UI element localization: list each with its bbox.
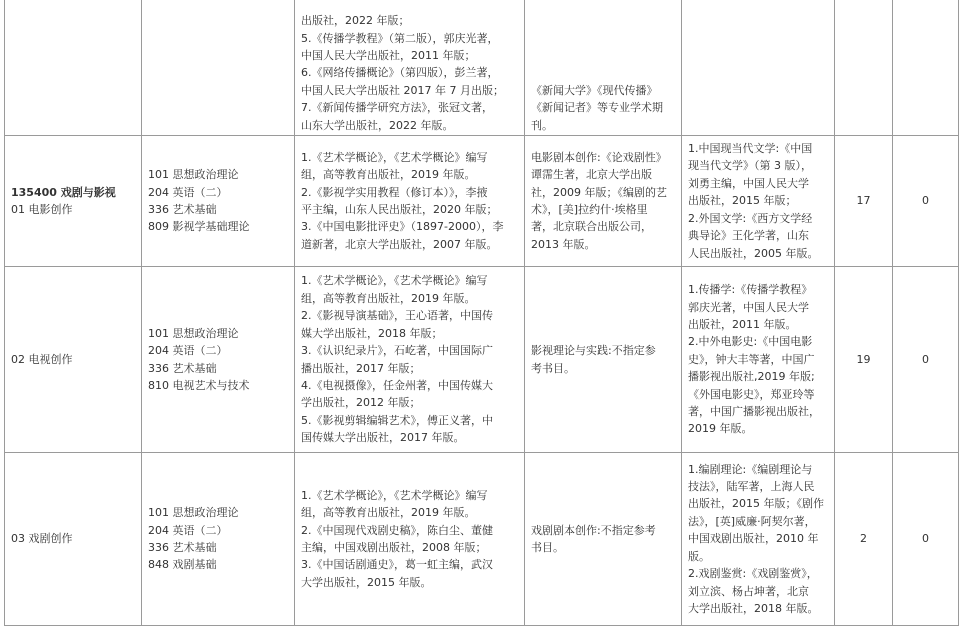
book-line: 1.传播学:《传播学教程》 bbox=[688, 283, 813, 297]
retest-books-cell bbox=[525, 136, 682, 267]
first-exam-books-cell bbox=[295, 453, 525, 626]
enrollment-cell bbox=[835, 267, 893, 453]
table-row bbox=[5, 0, 959, 136]
book-line: 版。 bbox=[688, 549, 710, 563]
book-line: 术》，[美]拉约什·埃格里 bbox=[531, 203, 648, 216]
book-line: 3.《中国话剧通史》，葛一虹主编，武汉 bbox=[301, 558, 493, 572]
book-line: 《外国电影史》，郑亚玲等 bbox=[688, 387, 815, 401]
exempt-cell bbox=[893, 453, 959, 626]
exam-subject: 204 英语（二） bbox=[148, 344, 228, 358]
book-line: 谭霈生著，北京大学出版 bbox=[531, 168, 652, 182]
book-line: 2.《影视导演基础》，王心语著，中国传 bbox=[301, 309, 493, 323]
exam-subject: 204 英语（二） bbox=[148, 185, 228, 199]
major-cell bbox=[5, 453, 142, 626]
enrollment-count: 19 bbox=[856, 352, 871, 366]
book-line: 典导论》王化学著，山东 bbox=[688, 229, 809, 243]
book-line: 4.《电视摄像》，任金州著，中国传媒大 bbox=[301, 378, 493, 392]
book-line: 1.《艺术学概论》，《艺术学概论》编写 bbox=[301, 488, 488, 502]
exam-subjects-cell bbox=[142, 0, 295, 136]
enrollment-cell bbox=[835, 453, 893, 626]
exempt-count: 0 bbox=[922, 194, 929, 208]
book-line: 1.中国现当代文学:《中国 bbox=[688, 142, 813, 156]
book-line: 平主编，山东人民出版社，2020 年版； bbox=[301, 203, 498, 216]
book-line: 2.《中国现代戏剧史稿》，陈白尘、董健 bbox=[301, 523, 493, 537]
major-title: 135400 戏剧与影视 bbox=[11, 185, 116, 199]
equal-level-books-cell bbox=[682, 0, 835, 136]
book-line: 法》，[英]威廉·阿契尔著， bbox=[688, 514, 816, 528]
exam-subjects-cell bbox=[142, 136, 295, 267]
retest-books-cell bbox=[525, 453, 682, 626]
first-exam-books-cell bbox=[295, 267, 525, 453]
enrollment-cell bbox=[835, 0, 893, 136]
retest-books-cell bbox=[525, 0, 682, 136]
book-line: 史》，钟大丰等著，中国广 bbox=[688, 352, 815, 366]
exam-subjects-cell bbox=[142, 453, 295, 626]
exam-subject: 101 思想政治理论 bbox=[148, 168, 239, 182]
book-line: 中国人民大学出版社 2017 年 7 月出版； bbox=[301, 83, 504, 97]
book-line: 出版社，2015 年版；《剧作 bbox=[688, 497, 824, 511]
major-cell bbox=[5, 0, 142, 136]
book-line: 组，高等教育出版社，2019 年版。 bbox=[301, 291, 476, 305]
book-line: 国传媒大学出版社，2017 年版。 bbox=[301, 431, 465, 445]
exam-subject: 101 思想政治理论 bbox=[148, 506, 239, 520]
book-line: 5.《传播学教程》（第二版），郭庆光著， bbox=[301, 31, 499, 45]
first-exam-books-cell bbox=[295, 0, 525, 136]
book-line: 2.戏剧鉴赏:《戏剧鉴赏》， bbox=[688, 567, 818, 581]
enrollment-cell bbox=[835, 136, 893, 267]
book-line: 组，高等教育出版社，2019 年版。 bbox=[301, 506, 476, 520]
exempt-cell bbox=[893, 0, 959, 136]
book-line: 道新著，北京大学出版社，2007 年版。 bbox=[301, 237, 498, 251]
book-line: 人民出版社，2005 年版。 bbox=[688, 246, 819, 260]
book-line: 山东大学出版社，2022 年版。 bbox=[301, 118, 454, 132]
book-line: 大学出版社，2015 年版。 bbox=[301, 575, 432, 589]
book-line: 考书目。 bbox=[531, 361, 575, 375]
equal-level-books-cell bbox=[682, 136, 835, 267]
book-line: 学出版社，2012 年版； bbox=[301, 396, 421, 410]
book-line: 刊。 bbox=[531, 118, 553, 132]
exam-subject: 336 艺术基础 bbox=[148, 203, 217, 216]
book-line: 刘立滨、杨占坤著，北京 bbox=[688, 584, 809, 598]
exam-subject: 336 艺术基础 bbox=[148, 361, 217, 375]
book-line: 6.《网络传播概论》（第四版），彭兰著， bbox=[301, 66, 499, 80]
book-line: 1.编剧理论:《编剧理论与 bbox=[688, 462, 813, 476]
exam-subject: 336 艺术基础 bbox=[148, 541, 217, 554]
exam-subject: 810 电视艺术与技术 bbox=[148, 378, 250, 392]
exempt-cell bbox=[893, 267, 959, 453]
exempt-count: 0 bbox=[922, 352, 929, 366]
first-exam-books-cell bbox=[295, 136, 525, 267]
book-line: 社，2009 年版；《编剧的艺 bbox=[531, 185, 667, 199]
exam-subject: 101 思想政治理论 bbox=[148, 326, 239, 340]
book-line: 戏剧剧本创作:不指定参考 bbox=[531, 523, 656, 537]
book-line: 中国戏剧出版社，2010 年 bbox=[688, 532, 819, 546]
book-line: 组，高等教育出版社，2019 年版。 bbox=[301, 168, 476, 182]
book-line: 刘勇主编，中国人民大学 bbox=[688, 176, 809, 190]
book-line: 1.《艺术学概论》，《艺术学概论》编写 bbox=[301, 274, 488, 288]
book-line: 2.外国文学:《西方文学经 bbox=[688, 211, 813, 225]
book-line: 出版社，2015 年版； bbox=[688, 194, 797, 208]
direction-label: 02 电视创作 bbox=[11, 352, 73, 366]
enrollment-count: 17 bbox=[856, 194, 871, 208]
book-line: 出版社，2011 年版。 bbox=[688, 317, 797, 331]
book-line: 媒大学出版社，2018 年版； bbox=[301, 326, 443, 340]
book-line: 现当代文学》（第 3 版）， bbox=[688, 159, 812, 173]
book-line: 3.《认识纪录片》，石屹著，中国国际广 bbox=[301, 344, 493, 358]
book-line: 《新闻大学》《现代传播》 bbox=[531, 83, 658, 97]
book-line: 播出版社，2017 年版； bbox=[301, 361, 421, 375]
equal-level-books-cell bbox=[682, 267, 835, 453]
book-line: 3.《中国电影批评史》（1897-2000），李 bbox=[301, 220, 504, 234]
equal-level-books-cell bbox=[682, 453, 835, 626]
book-line: 著，中国广播影视出版社， bbox=[688, 405, 820, 419]
book-line: 《新闻记者》等专业学术期 bbox=[531, 101, 663, 115]
exam-subjects-cell bbox=[142, 267, 295, 453]
table-row bbox=[5, 453, 959, 626]
book-line: 主编，中国戏剧出版社，2008 年版； bbox=[301, 541, 487, 554]
book-line: 出版社，2022 年版； bbox=[301, 14, 410, 28]
book-line: 5.《影视剪辑编辑艺术》，傅正义著，中 bbox=[301, 413, 493, 427]
admissions-table bbox=[4, 0, 959, 626]
exempt-count: 0 bbox=[922, 532, 929, 546]
book-line: 郭庆光著，中国人民大学 bbox=[688, 300, 809, 314]
book-line: 2019 年版。 bbox=[688, 422, 753, 436]
direction-label: 01 电影创作 bbox=[11, 203, 73, 216]
major-cell bbox=[5, 267, 142, 453]
book-line: 中国人民大学出版社，2011 年版； bbox=[301, 48, 476, 62]
exam-subject: 848 戏剧基础 bbox=[148, 558, 217, 572]
exam-subject: 809 影视学基础理论 bbox=[148, 220, 250, 234]
table-row bbox=[5, 136, 959, 267]
exempt-cell bbox=[893, 136, 959, 267]
book-line: 7.《新闻传播学研究方法》，张冠文著， bbox=[301, 101, 493, 115]
enrollment-count: 2 bbox=[860, 532, 867, 546]
retest-books-cell bbox=[525, 267, 682, 453]
book-line: 影视理论与实践:不指定参 bbox=[531, 344, 656, 358]
book-line: 1.《艺术学概论》，《艺术学概论》编写 bbox=[301, 150, 488, 164]
book-line: 著，北京联合出版公司， bbox=[531, 220, 652, 234]
book-line: 2.《影视学实用教程（修订本）》，李掖 bbox=[301, 185, 488, 199]
book-line: 2013 年版。 bbox=[531, 237, 596, 251]
book-line: 大学出版社，2018 年版。 bbox=[688, 601, 819, 615]
book-line: 2.中外电影史:《中国电影 bbox=[688, 335, 813, 349]
major-cell bbox=[5, 136, 142, 267]
book-line: 技法》，陆军著，上海人民 bbox=[688, 480, 815, 494]
exam-subject: 204 英语（二） bbox=[148, 523, 228, 537]
direction-label: 03 戏剧创作 bbox=[11, 532, 73, 546]
book-line: 播影视出版社,2019 年版; bbox=[688, 370, 815, 384]
table-row bbox=[5, 267, 959, 453]
book-line: 电影剧本创作:《论戏剧性》 bbox=[531, 150, 667, 164]
book-line: 书目。 bbox=[531, 541, 564, 554]
